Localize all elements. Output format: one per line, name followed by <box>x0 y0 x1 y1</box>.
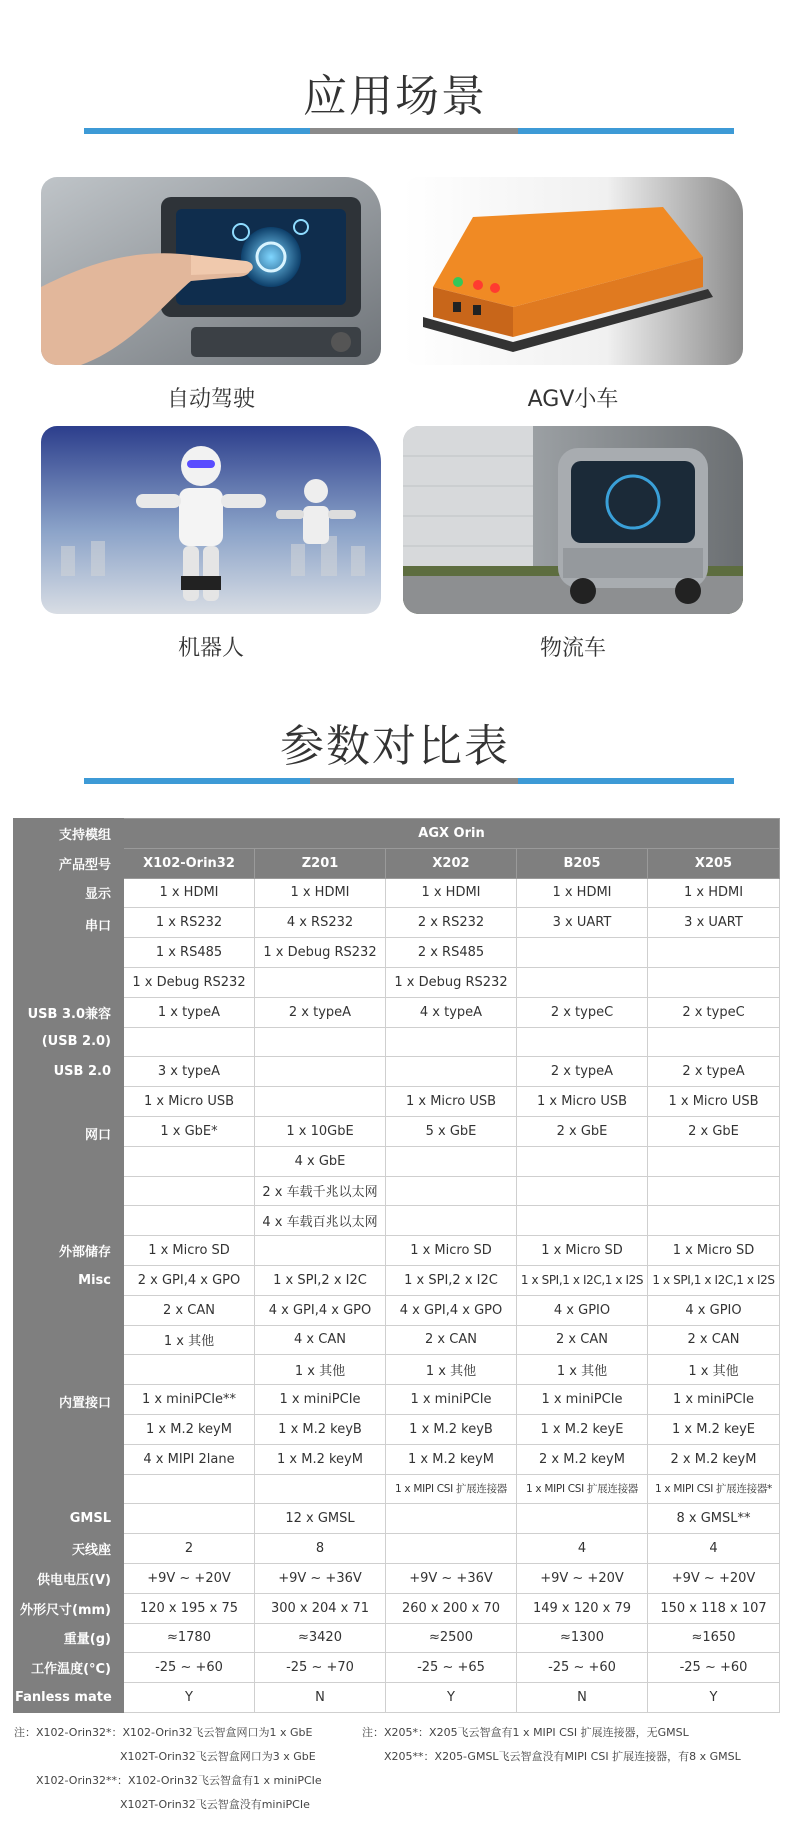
table-cell <box>648 967 780 997</box>
row-label: (USB 2.0) <box>14 1027 124 1057</box>
table-cell: 2 x CAN <box>517 1325 648 1355</box>
table-row <box>14 1295 780 1325</box>
row-label: 重量(g) <box>14 1623 124 1653</box>
table-cell: 1 x MIPI CSI 扩展连接器* <box>648 1474 780 1504</box>
scene-image-autonomous-driving <box>41 177 381 365</box>
table-cell <box>124 1176 255 1206</box>
table-cell: 260 x 200 x 70 <box>386 1593 517 1623</box>
table-row <box>14 1563 780 1593</box>
table-row <box>14 1385 780 1415</box>
table-row <box>14 1623 780 1653</box>
table-cell: 5 x GbE <box>386 1116 517 1146</box>
table-cell: Y <box>124 1683 255 1713</box>
table-cell: 1 x MIPI CSI 扩展连接器 <box>517 1474 648 1504</box>
table-cell: 1 x Micro SD <box>386 1236 517 1266</box>
table-cell: 1 x SPI,1 x I2C,1 x I2S <box>517 1265 648 1295</box>
table-row <box>14 1265 780 1295</box>
table-cell: 1 x miniPCIe <box>517 1385 648 1415</box>
table-cell: 4 x RS232 <box>255 908 386 938</box>
model-header: B205 <box>517 848 648 878</box>
table-row <box>14 1325 780 1355</box>
table-cell: ≈2500 <box>386 1623 517 1653</box>
table-cell: 3 x UART <box>648 908 780 938</box>
model-header: X202 <box>386 848 517 878</box>
table-cell: 4 x typeA <box>386 997 517 1027</box>
row-label: 工作温度(°C) <box>14 1653 124 1683</box>
table-cell: 1 x HDMI <box>517 878 648 908</box>
table-cell <box>648 1206 780 1236</box>
table-cell: -25 ~ +60 <box>648 1653 780 1683</box>
table-cell: 1 x miniPCIe <box>648 1385 780 1415</box>
table-cell: 1 x SPI,2 x I2C <box>386 1265 517 1295</box>
table-row <box>14 1414 780 1444</box>
table-cell: 4 x CAN <box>255 1325 386 1355</box>
table-cell <box>386 1146 517 1176</box>
section-title-spec-comparison: 参数对比表 <box>280 721 510 772</box>
table-cell <box>255 1057 386 1087</box>
table-cell: 4 x GbE <box>255 1146 386 1176</box>
table-cell: 2 x typeA <box>255 997 386 1027</box>
table-cell: 1 x Micro SD <box>648 1236 780 1266</box>
table-cell: 2 x typeC <box>517 997 648 1027</box>
table-cell: 1 x 10GbE <box>255 1116 386 1146</box>
table-cell: 1 x Micro SD <box>124 1236 255 1266</box>
table-cell: -25 ~ +65 <box>386 1653 517 1683</box>
row-label: 内置接口 <box>14 1385 124 1504</box>
table-cell: 1 x M.2 keyB <box>386 1414 517 1444</box>
table-cell: 2 x CAN <box>648 1325 780 1355</box>
table-cell <box>517 1504 648 1534</box>
table-cell: 2 x M.2 keyM <box>648 1444 780 1474</box>
table-cell: Y <box>386 1683 517 1713</box>
table-cell <box>517 1146 648 1176</box>
table-cell: ≈3420 <box>255 1623 386 1653</box>
note-right-1: 注：X205*：X205飞云智盒有1 x MIPI CSI 扩展连接器，无GMSL <box>362 1726 689 1739</box>
table-row <box>14 997 780 1027</box>
table-cell <box>648 1176 780 1206</box>
table-cell: 150 x 118 x 107 <box>648 1593 780 1623</box>
table-cell: 1 x GbE* <box>124 1116 255 1146</box>
table-cell: 4 x MIPI 2lane <box>124 1444 255 1474</box>
table-cell: -25 ~ +60 <box>517 1653 648 1683</box>
table-cell <box>124 1146 255 1176</box>
table-cell: N <box>255 1683 386 1713</box>
table-cell: 4 x GPI,4 x GPO <box>255 1295 386 1325</box>
table-cell: +9V ~ +36V <box>386 1563 517 1593</box>
table-cell: ≈1300 <box>517 1623 648 1653</box>
table-cell: 1 x 其他 <box>517 1355 648 1385</box>
table-cell: 3 x typeA <box>124 1057 255 1087</box>
table-cell: 8 <box>255 1534 386 1564</box>
table-row <box>14 1146 780 1176</box>
table-cell: 2 x RS485 <box>386 938 517 968</box>
table-row <box>14 1057 780 1087</box>
table-cell <box>124 1355 255 1385</box>
table-cell: 1 x 其他 <box>386 1355 517 1385</box>
table-cell: 4 <box>648 1534 780 1564</box>
table-cell: 4 x GPIO <box>648 1295 780 1325</box>
table-cell: +9V ~ +20V <box>648 1563 780 1593</box>
table-cell: 1 x miniPCIe** <box>124 1385 255 1415</box>
table-cell: 2 x GbE <box>648 1116 780 1146</box>
table-row <box>14 1027 780 1057</box>
table-cell: 1 x Micro USB <box>648 1087 780 1117</box>
table-cell: 2 <box>124 1534 255 1564</box>
table-row <box>14 1593 780 1623</box>
table-cell <box>124 1474 255 1504</box>
table-row <box>14 1653 780 1683</box>
table-cell <box>517 1206 648 1236</box>
table-cell: 1 x RS485 <box>124 938 255 968</box>
table-cell: 2 x GPI,4 x GPO <box>124 1265 255 1295</box>
table-cell: 1 x typeA <box>124 997 255 1027</box>
table-cell: 2 x M.2 keyM <box>517 1444 648 1474</box>
table-cell: 1 x HDMI <box>386 878 517 908</box>
scene-image-logistics-vehicle <box>403 426 743 614</box>
title-underline-1 <box>84 128 734 134</box>
table-cell <box>124 1206 255 1236</box>
note-left-3: X102-Orin32**：X102-Orin32飞云智盒有1 x miniPCIe <box>36 1774 322 1787</box>
table-cell: 120 x 195 x 75 <box>124 1593 255 1623</box>
table-cell <box>255 1236 386 1266</box>
table-cell: 2 x GbE <box>517 1116 648 1146</box>
table-cell: -25 ~ +70 <box>255 1653 386 1683</box>
table-cell: N <box>517 1683 648 1713</box>
table-cell: 149 x 120 x 79 <box>517 1593 648 1623</box>
section-title-scenarios: 应用场景 <box>303 71 487 122</box>
table-cell: 8 x GMSL** <box>648 1504 780 1534</box>
scene-label-autonomous-driving: 自动驾驶 <box>166 387 255 412</box>
note-right-2: X205**：X205-GMSL飞云智盒没有MIPI CSI 扩展连接器，有8 x GMSL <box>384 1750 741 1763</box>
table-cell: 1 x SPI,1 x I2C,1 x I2S <box>648 1265 780 1295</box>
table-cell: ≈1780 <box>124 1623 255 1653</box>
table-cell <box>648 1027 780 1057</box>
row-label: USB 3.0兼容 <box>14 997 124 1027</box>
title-underline-2 <box>84 778 734 784</box>
scene-image-robot <box>41 426 381 614</box>
table-cell <box>386 1027 517 1057</box>
table-cell: 1 x HDMI <box>648 878 780 908</box>
table-row <box>14 1474 780 1504</box>
row-label: GMSL <box>14 1504 124 1534</box>
table-cell: 1 x M.2 keyE <box>517 1414 648 1444</box>
table-row <box>14 1087 780 1117</box>
table-cell: ≈1650 <box>648 1623 780 1653</box>
table-cell: 1 x M.2 keyM <box>255 1444 386 1474</box>
note-left-1: 注：X102-Orin32*：X102-Orin32飞云智盒网口为1 x GbE <box>14 1726 313 1739</box>
table-cell <box>386 1057 517 1087</box>
table-cell: 1 x MIPI CSI 扩展连接器 <box>386 1474 517 1504</box>
table-cell <box>517 1176 648 1206</box>
table-cell <box>255 1474 386 1504</box>
table-row <box>14 878 780 908</box>
table-cell: 1 x Micro USB <box>124 1087 255 1117</box>
table-cell: 4 x GPI,4 x GPO <box>386 1295 517 1325</box>
row-label: Fanless mate <box>14 1683 124 1713</box>
table-cell: 1 x Micro USB <box>386 1087 517 1117</box>
note-left-2: X102T-Orin32飞云智盒网口为3 x GbE <box>120 1750 316 1763</box>
table-cell: 2 x typeC <box>648 997 780 1027</box>
table-cell: 4 x GPIO <box>517 1295 648 1325</box>
table-cell: 1 x Micro USB <box>517 1087 648 1117</box>
table-cell <box>386 1534 517 1564</box>
table-cell <box>517 938 648 968</box>
table-cell <box>255 1087 386 1117</box>
scene-label-logistics-vehicle: 物流车 <box>539 636 606 661</box>
table-row <box>14 938 780 968</box>
row-label-module: 支持模组 <box>14 819 124 849</box>
row-label: Misc <box>14 1265 124 1384</box>
model-header: X205 <box>648 848 780 878</box>
table-cell <box>124 1027 255 1057</box>
table-cell: 2 x typeA <box>648 1057 780 1087</box>
table-cell <box>255 967 386 997</box>
table-cell: 12 x GMSL <box>255 1504 386 1534</box>
row-label: 串口 <box>14 908 124 997</box>
table-cell: 1 x M.2 keyB <box>255 1414 386 1444</box>
table-cell: -25 ~ +60 <box>124 1653 255 1683</box>
row-label: 显示 <box>14 878 124 908</box>
table-cell <box>386 1176 517 1206</box>
table-cell: 2 x typeA <box>517 1057 648 1087</box>
model-header: Z201 <box>255 848 386 878</box>
table-cell: +9V ~ +20V <box>517 1563 648 1593</box>
table-cell: 3 x UART <box>517 908 648 938</box>
spec-comparison-table <box>13 818 780 1713</box>
table-cell: 300 x 204 x 71 <box>255 1593 386 1623</box>
scene-label-agv: AGV小车 <box>527 387 619 412</box>
module-value: AGX Orin <box>124 819 780 849</box>
table-cell: +9V ~ +36V <box>255 1563 386 1593</box>
row-label: 外部储存 <box>14 1236 124 1266</box>
table-cell: 2 x 车载千兆以太网 <box>255 1176 386 1206</box>
table-row <box>14 1355 780 1385</box>
table-row <box>14 1116 780 1146</box>
table-cell: 1 x 其他 <box>124 1325 255 1355</box>
table-cell: 4 x 车载百兆以太网 <box>255 1206 386 1236</box>
table-cell <box>386 1206 517 1236</box>
table-cell: 1 x HDMI <box>124 878 255 908</box>
row-label: 供电电压(V) <box>14 1563 124 1593</box>
table-cell: 1 x Debug RS232 <box>255 938 386 968</box>
row-label: USB 2.0 <box>14 1057 124 1117</box>
table-cell <box>648 1146 780 1176</box>
table-cell: 1 x 其他 <box>255 1355 386 1385</box>
row-label: 天线座 <box>14 1534 124 1564</box>
model-header: X102-Orin32 <box>124 848 255 878</box>
table-cell: 1 x 其他 <box>648 1355 780 1385</box>
table-cell <box>255 1027 386 1057</box>
table-row <box>14 1444 780 1474</box>
table-row <box>14 1206 780 1236</box>
table-cell: 1 x miniPCIe <box>386 1385 517 1415</box>
row-label-model: 产品型号 <box>14 848 124 878</box>
table-cell <box>517 967 648 997</box>
table-cell: 1 x Debug RS232 <box>386 967 517 997</box>
row-label: 外形尺寸(mm) <box>14 1593 124 1623</box>
table-cell: 1 x SPI,2 x I2C <box>255 1265 386 1295</box>
table-cell: 2 x RS232 <box>386 908 517 938</box>
table-cell: Y <box>648 1683 780 1713</box>
table-cell <box>124 1504 255 1534</box>
table-cell: +9V ~ +20V <box>124 1563 255 1593</box>
table-row <box>14 1176 780 1206</box>
table-cell: 1 x M.2 keyM <box>124 1414 255 1444</box>
table-cell: 4 <box>517 1534 648 1564</box>
table-cell: 1 x M.2 keyE <box>648 1414 780 1444</box>
table-row-module <box>14 819 780 849</box>
table-row <box>14 1504 780 1534</box>
table-cell: 1 x Micro SD <box>517 1236 648 1266</box>
table-cell <box>648 938 780 968</box>
table-cell <box>386 1504 517 1534</box>
row-label: 网口 <box>14 1116 124 1235</box>
table-cell: 1 x M.2 keyM <box>386 1444 517 1474</box>
scene-label-robot: 机器人 <box>177 636 244 661</box>
table-cell: 1 x RS232 <box>124 908 255 938</box>
table-cell <box>517 1027 648 1057</box>
table-row-models <box>14 848 780 878</box>
table-row <box>14 1683 780 1713</box>
table-cell: 2 x CAN <box>124 1295 255 1325</box>
table-row <box>14 908 780 938</box>
scene-image-agv <box>403 177 743 365</box>
table-row <box>14 1534 780 1564</box>
table-row <box>14 1236 780 1266</box>
table-cell: 1 x HDMI <box>255 878 386 908</box>
note-left-4: X102T-Orin32飞云智盒没有miniPCIe <box>120 1798 310 1811</box>
table-cell: 2 x CAN <box>386 1325 517 1355</box>
table-cell: 1 x miniPCIe <box>255 1385 386 1415</box>
table-row <box>14 967 780 997</box>
table-cell: 1 x Debug RS232 <box>124 967 255 997</box>
